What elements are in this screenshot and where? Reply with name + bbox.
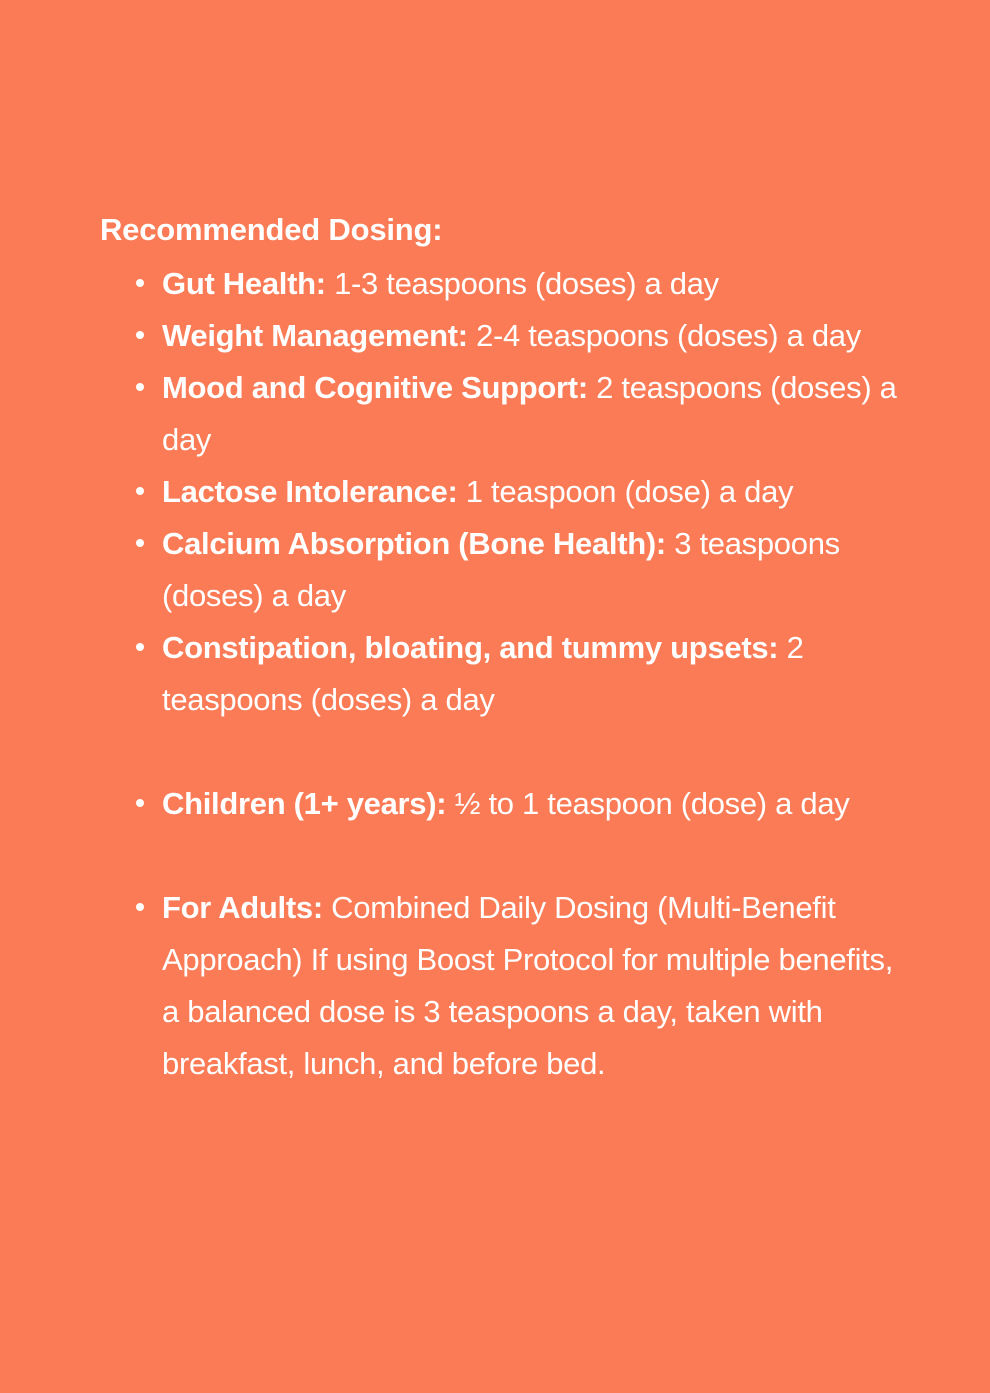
bullet-icon [136,487,144,495]
item-label: Calcium Absorption (Bone Health): [162,526,666,561]
list-item-gut-health [162,258,900,310]
item-text: 2 teaspoons (doses) a day [162,370,897,457]
dosing-list [100,258,900,1090]
bullet-icon [136,799,144,807]
list-item-children [162,778,900,830]
list-item-weight-management [162,310,900,362]
item-text: Combined Daily Dosing (Multi-Benefit Approach) If using Boost Protocol for multiple benefits, a balanced dose is 3 teaspoons a day, taken with breakfast, lunch, and before bed. [162,890,894,1081]
item-label: Gut Health: [162,266,326,301]
list-item-constipation [162,622,900,726]
list-item-calcium-absorption [162,518,900,622]
list-item-mood-cognitive [162,362,900,466]
item-label: Constipation, bloating, and tummy upsets: [162,630,779,665]
item-text: 1 teaspoon (dose) a day [457,474,794,509]
bullet-icon [136,331,144,339]
item-label: Mood and Cognitive Support: [162,370,588,405]
item-text: 2 teaspoons (doses) a day [162,630,804,717]
bullet-icon [136,539,144,547]
bullet-icon [136,643,144,651]
bullet-icon [136,279,144,287]
item-label: For Adults: [162,890,323,925]
item-text: 1-3 teaspoons (doses) a day [325,266,719,301]
item-text: 3 teaspoons (doses) a day [162,526,840,613]
item-label: Weight Management: [162,318,468,353]
bullet-icon [136,383,144,391]
list-item-adults [162,882,900,1090]
bullet-icon [136,903,144,911]
item-text: 2-4 teaspoons (doses) a day [467,318,861,353]
item-label: Lactose Intolerance: [162,474,458,509]
item-text: ½ to 1 teaspoon (dose) a day [446,786,850,821]
item-label: Children (1+ years): [162,786,447,821]
list-item-lactose-intolerance [162,466,900,518]
dosing-heading: Recommended Dosing: [100,212,443,247]
